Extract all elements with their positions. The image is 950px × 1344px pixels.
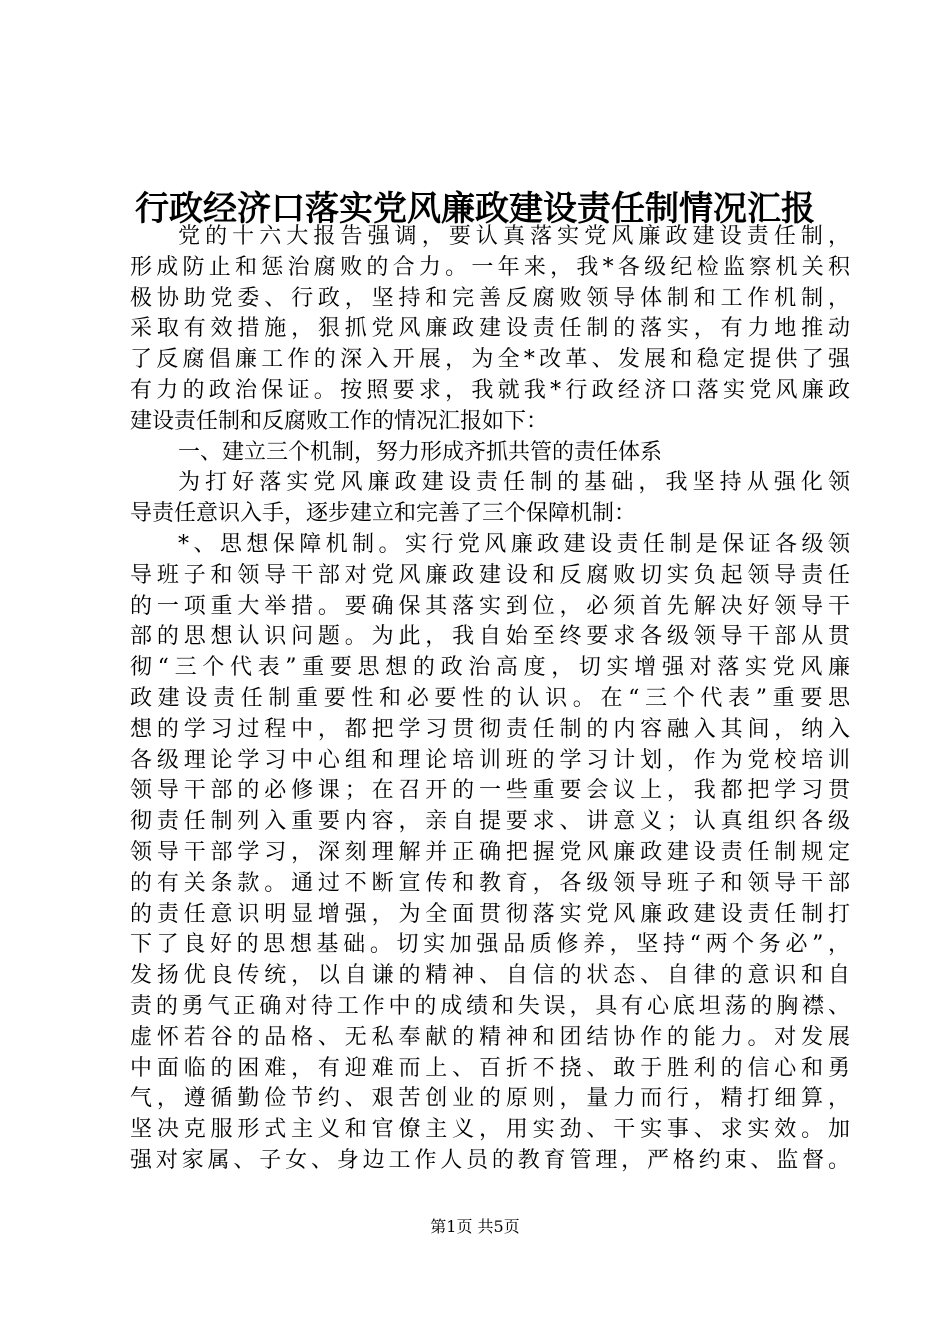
page-number-footer: 第1页 共5页 [430,1217,520,1236]
body-line: 极协助党委、行政，坚持和完善反腐败领导体制和工作机制， [130,285,850,311]
body-line: 导班子和领导干部对党风廉政建设和反腐败切实负起领导责任 [130,562,850,588]
body-line: 发扬优良传统，以自谦的精神、自信的状态、自律的意识和自 [130,963,850,989]
body-line: 采取有效措施，狠抓党风廉政建设责任制的落实，有力地推动 [130,316,850,342]
body-line: 中面临的困难，有迎难而上、百折不挠、敢于胜利的信心和勇 [130,1055,850,1081]
body-line: 了反腐倡廉工作的深入开展，为全*改革、发展和稳定提供了强 [130,347,850,373]
body-line: 领导干部学习，深刻理解并正确把握党风廉政建设责任制规定 [130,839,850,865]
body-line: 责的勇气正确对待工作中的成绩和失误，具有心底坦荡的胸襟、 [130,993,850,1019]
body-line: 为打好落实党风廉政建设责任制的基础，我坚持从强化领 [178,470,850,496]
body-line: 建设责任制和反腐败工作的情况汇报如下： [130,408,549,434]
body-line: 彻“三个代表”重要思想的政治高度，切实增强对落实党风廉 [130,655,850,681]
document-body [130,222,850,1177]
body-line: 想的学习过程中，都把学习贯彻责任制的内容融入其间，纳入 [130,716,850,742]
body-line: 气，遵循勤俭节约、艰苦创业的原则，量力而行，精打细算， [130,1086,850,1112]
body-line: 强对家属、子女、身边工作人员的教育管理，严格约束、监督。 [130,1147,850,1173]
body-line: 导责任意识入手，逐步建立和完善了三个保障机制： [130,501,637,527]
body-line: 的一项重大举措。要确保其落实到位，必须首先解决好领导干 [130,593,850,619]
body-line: 的有关条款。通过不断宣传和教育，各级领导班子和领导干部 [130,870,850,896]
body-line: 领导干部的必修课；在召开的一些重要会议上，我都把学习贯 [130,778,850,804]
body-line: 政建设责任制重要性和必要性的认识。在“三个代表”重要思 [130,685,850,711]
body-line: 彻责任制列入重要内容，亲自提要求、讲意义；认真组织各级 [130,809,850,835]
body-line: 部的思想认识问题。为此，我自始至终要求各级领导干部从贯 [130,624,850,650]
body-line: 虚怀若谷的品格、无私奉献的精神和团结协作的能力。对发展 [130,1024,850,1050]
section-heading: 一、建立三个机制，努力形成齐抓共管的责任体系 [178,439,663,465]
body-line: 党的十六大报告强调，要认真落实党风廉政建设责任制， [178,224,850,249]
body-line: 各级理论学习中心组和理论培训班的学习计划，作为党校培训 [130,747,850,773]
body-line: 有力的政治保证。按照要求，我就我*行政经济口落实党风廉政 [130,377,850,403]
body-line: 坚决克服形式主义和官僚主义，用实劲、干实事、求实效。加 [130,1117,850,1143]
body-line: 形成防止和惩治腐败的合力。一年来，我*各级纪检监察机关积 [130,254,850,280]
body-line: 的责任意识明显增强，为全面贯彻落实党风廉政建设责任制打 [130,901,850,927]
document-title: 行政经济口落实党风廉政建设责任制情况汇报 [135,189,815,229]
body-line: 下了良好的思想基础。切实加强品质修养，坚持“两个务必”， [130,932,850,958]
body-line: *、思想保障机制。实行党风廉政建设责任制是保证各级领 [178,531,850,557]
